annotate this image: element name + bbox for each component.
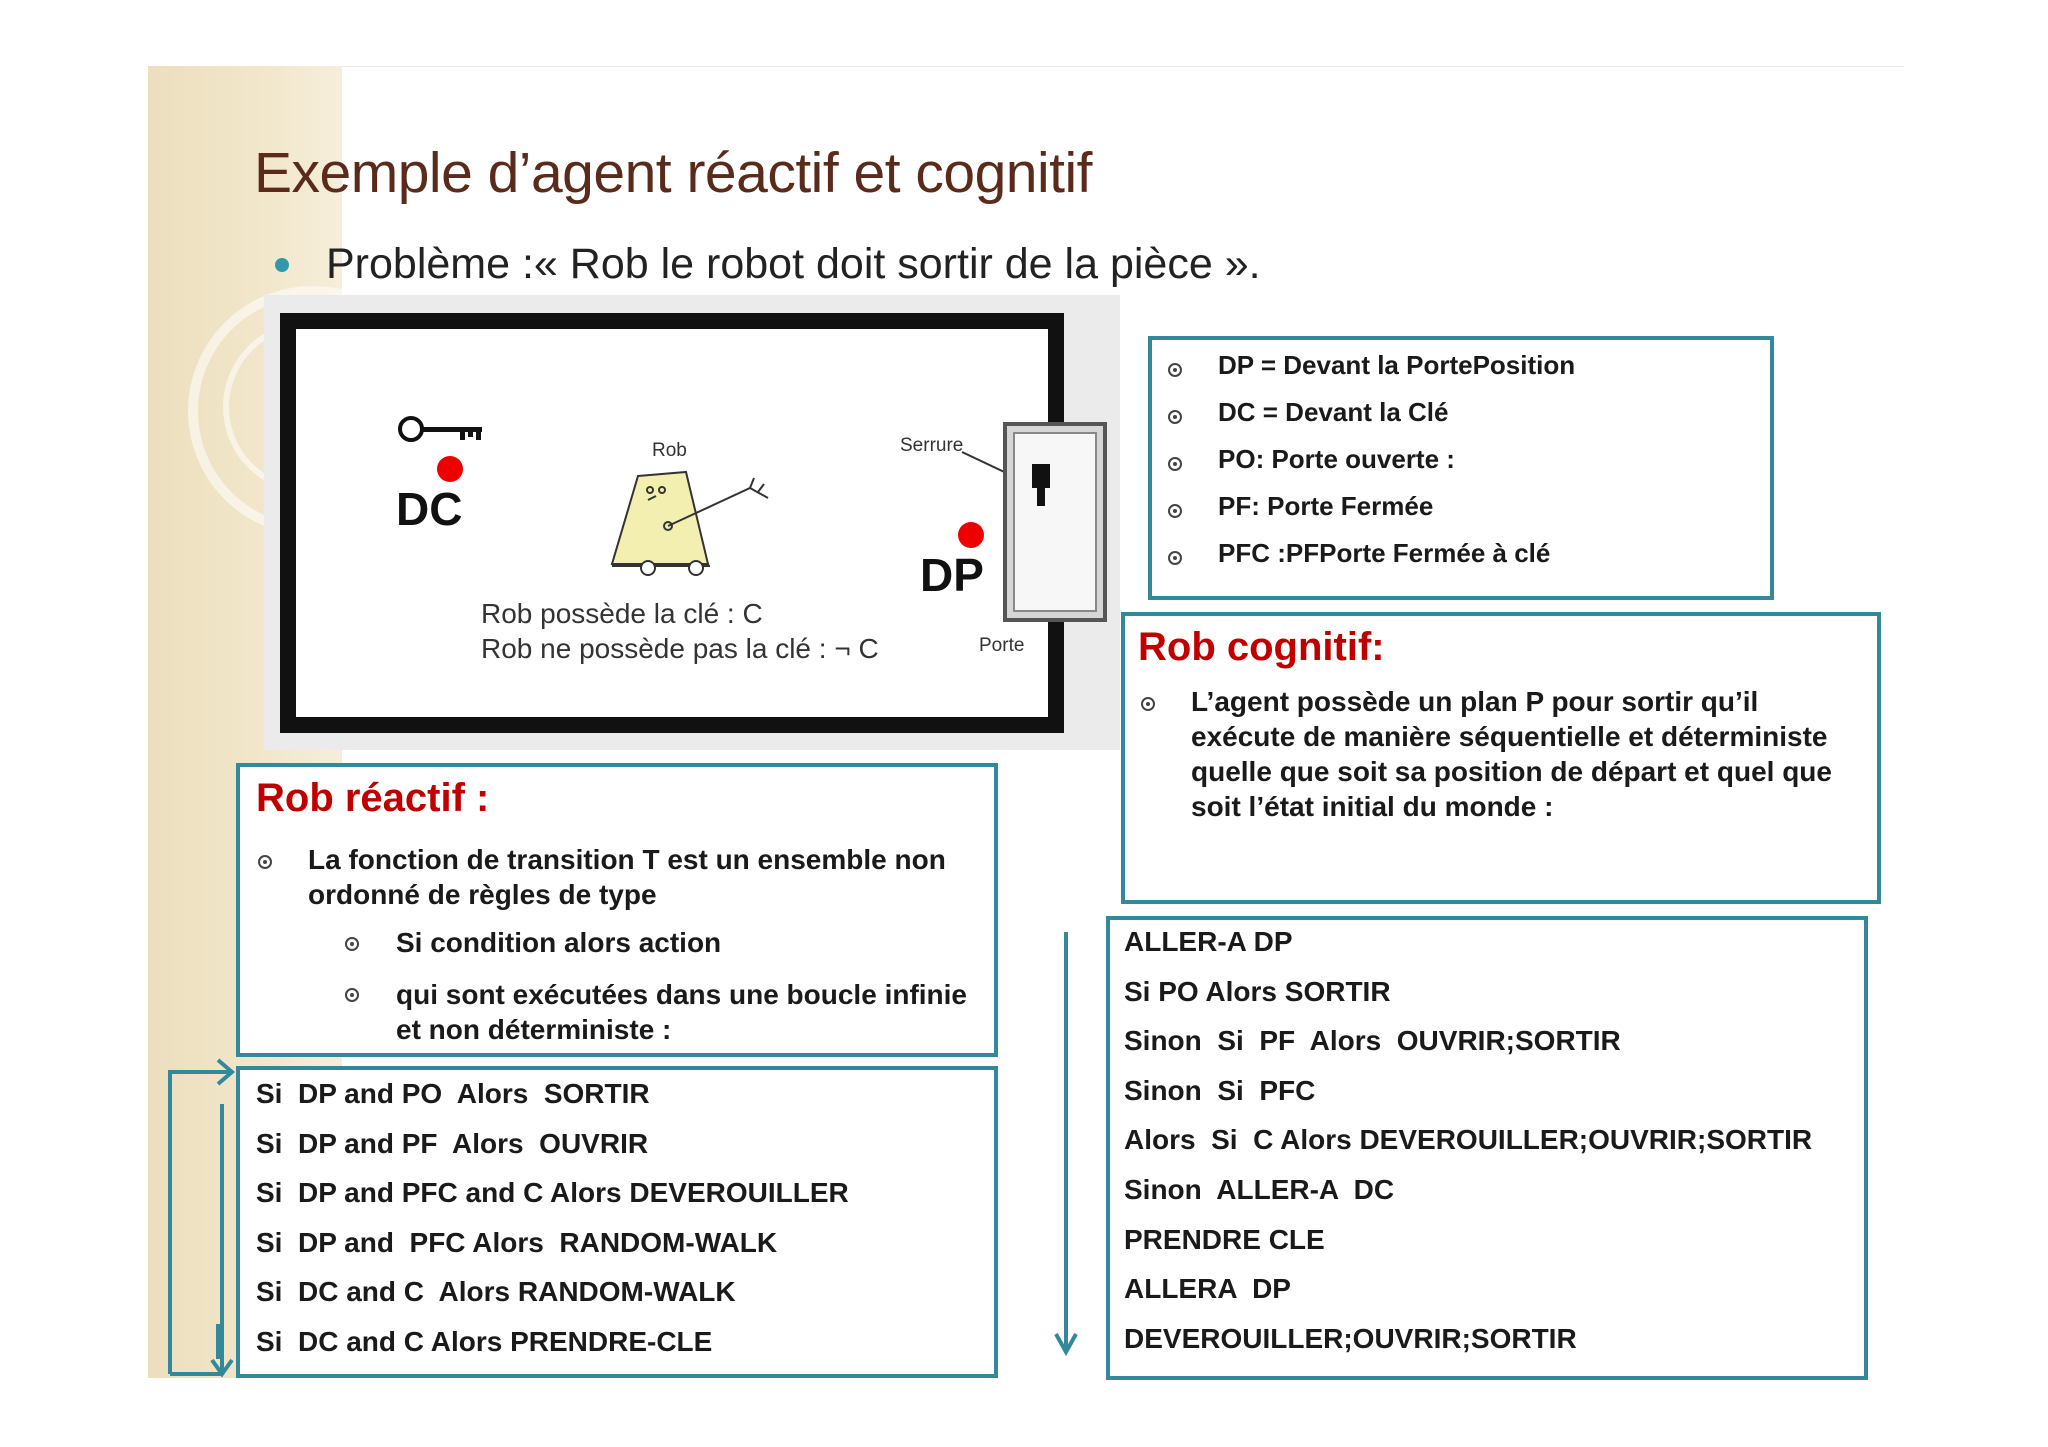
circle-bullet-icon <box>345 937 359 951</box>
robot-icon <box>608 468 778 580</box>
legend-item: DC = Devant la Clé <box>1218 397 1449 427</box>
legend-item: DP = Devant la PortePosition <box>1218 350 1576 380</box>
cognitive-title: Rob cognitif: <box>1138 625 1385 669</box>
sequence-arrow <box>1052 930 1080 1360</box>
lock-icon <box>1030 462 1054 510</box>
circle-bullet-icon <box>1168 504 1182 518</box>
dc-marker-dot <box>437 456 463 482</box>
plan-step: Sinon Si PFC <box>1124 1074 1316 1106</box>
cognitive-description: L’agent possède un plan P pour sortir qu’il exécute de manière séquentielle et déterministe quelle que soit sa position de départ et quel que soit l’état initial du monde : <box>1191 686 1832 822</box>
reactive-rule: Si DP and PO Alors SORTIR <box>256 1078 650 1109</box>
reactive-loop-note: qui sont exécutées dans une boucle infinie et non déterministe : <box>396 979 968 1045</box>
circle-bullet-icon <box>1168 551 1182 565</box>
plan-step: Sinon Si PF Alors OUVRIR;SORTIR <box>1124 1025 1621 1057</box>
reactive-description: La fonction de transition T est un ensemble non ordonné de règles de type <box>308 844 946 910</box>
dc-label: DC <box>396 483 463 535</box>
serrure-label: Serrure <box>900 435 964 456</box>
plan-step: DEVEROUILLER;OUVRIR;SORTIR <box>1124 1322 1577 1354</box>
rob-label: Rob <box>652 440 687 461</box>
plan-step: ALLERA DP <box>1124 1273 1291 1305</box>
plan-step: Si PO Alors SORTIR <box>1124 975 1391 1007</box>
problem-statement: Problème :« Rob le robot doit sortir de la pièce ». <box>326 240 1261 288</box>
dp-label: DP <box>920 549 984 601</box>
reactive-title: Rob réactif : <box>256 776 490 820</box>
plan-step: ALLER-A DP <box>1124 926 1293 957</box>
circle-bullet-icon <box>345 988 359 1002</box>
circle-bullet-icon <box>1168 457 1182 471</box>
legend-item: PO: Porte ouverte : <box>1218 444 1455 474</box>
state-no-key: Rob ne possède pas la clé : ¬ C <box>481 633 879 664</box>
circle-bullet-icon <box>1141 697 1155 711</box>
reactive-rule: Si DP and PFC and C Alors DEVEROUILLER <box>256 1177 849 1209</box>
circle-bullet-icon <box>258 855 272 869</box>
bullet-dot-icon <box>275 258 289 272</box>
key-icon <box>396 412 488 446</box>
legend-item: PF: Porte Fermée <box>1218 491 1434 521</box>
door <box>1003 422 1107 622</box>
reactive-rule: Si DP and PF Alors OUVRIR <box>256 1127 649 1159</box>
plan-step: Alors Si C Alors DEVEROUILLER;OUVRIR;SORTIR <box>1124 1124 1813 1156</box>
dp-marker-dot <box>958 522 984 548</box>
plan-step: PRENDRE CLE <box>1124 1223 1325 1255</box>
porte-label: Porte <box>979 635 1025 656</box>
circle-bullet-icon <box>1168 410 1182 424</box>
reactive-rule-form: Si condition alors action <box>396 927 722 958</box>
reactive-rule: Si DP and PFC Alors RANDOM-WALK <box>256 1226 778 1258</box>
plan-step: Sinon ALLER-A DC <box>1124 1174 1395 1205</box>
slide-title: Exemple d’agent réactif et cognitif <box>254 141 1092 205</box>
loop-arrow <box>160 1054 240 1384</box>
reactive-rule: Si DC and C Alors PRENDRE-CLE <box>256 1326 713 1357</box>
reactive-rule: Si DC and C Alors RANDOM-WALK <box>256 1276 736 1308</box>
state-has-key: Rob possède la clé : C <box>481 598 763 629</box>
legend-item: PFC :PFPorte Fermée à clé <box>1218 538 1551 568</box>
circle-bullet-icon <box>1168 363 1182 377</box>
